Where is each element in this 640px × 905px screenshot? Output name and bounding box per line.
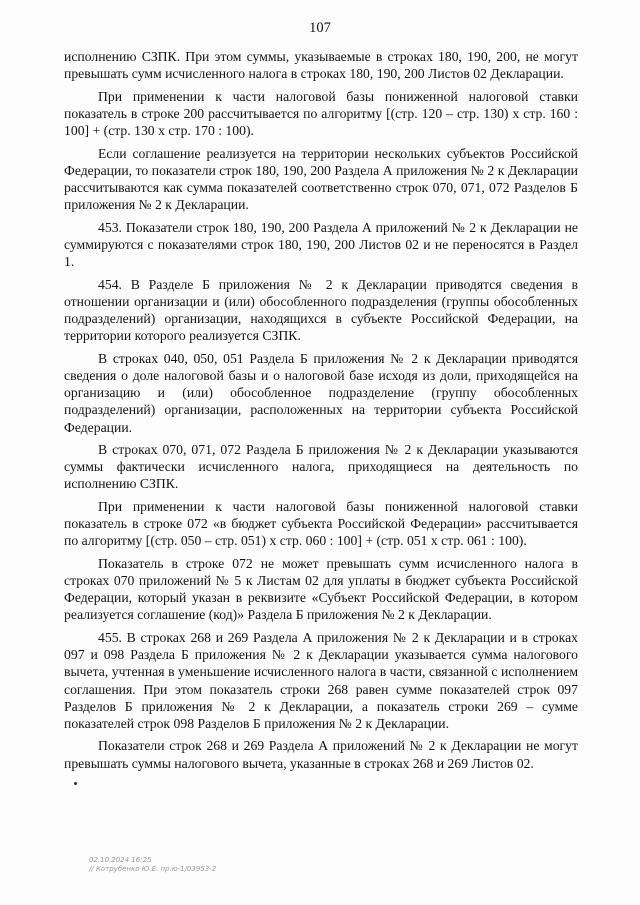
paragraph-455: 455. В строках 268 и 269 Раздела А приложения № 2 к Декларации и в строках 097 и 098 Раздела Б приложения № 2 к Декларации указывается сумма налогового вычета, учтенная в уменьшение исчисленного налога в части, связанной с исполнением соглашения. При этом показатель строки 268 равен сумме показателей строк 097 Разделов Б приложения № 2 к Декларации, а показатель строки 269 – сумме показателей строк 098 Разделов Б приложения № 2 к Декларации. xyxy=(64,629,578,731)
paragraph-continuation: исполнению СЗПК. При этом суммы, указываемые в строках 180, 190, 200, не могут превышать сумм исчисленного налога в строках 180, 190, 200 Листов 02 Декларации. xyxy=(64,49,578,82)
document-body xyxy=(64,48,578,777)
paragraph: При применении к части налоговой базы пониженной налоговой ставки показатель в строке 200 рассчитывается по алгоритму [(стр. 120 – стр. 130) х стр. 160 : 100] + (стр. 130 х стр. 170 : 100). xyxy=(64,88,578,139)
paragraph: Показатели строк 268 и 269 Раздела А приложений № 2 к Декларации не могут превышать суммы налогового вычета, указанные в строках 268 и 269 Листов 02. xyxy=(64,738,578,771)
stamp-signer: // Котрубенко Ю.Е. пр.ю-1/03953-2 xyxy=(89,865,217,873)
stamp-date: 02.10.2024 16:25 xyxy=(89,856,152,864)
page-number: 107 xyxy=(309,20,331,36)
paragraph: Если соглашение реализуется на территории нескольких субъектов Российской Федерации, то показатели строк 180, 190, 200 Раздела А приложения № 2 к Декларации рассчитываются как сумма показателей соответственно строк 070, 071, 072 Разделов Б приложения № 2 к Декларации. xyxy=(64,145,578,213)
scan-dot-mark xyxy=(74,782,77,785)
paragraph: В строках 040, 050, 051 Раздела Б приложения № 2 к Декларации приводятся сведения о доле налоговой базы и о налоговой базе исходя из доли, приходящейся на организацию и (или) обособленное подразделение (группу обособленных подразделений) организации, расположенных на территории субъекта Российской Федерации. xyxy=(64,350,578,435)
paragraph: При применении к части налоговой базы пониженной налоговой ставки показатель в строке 072 «в бюджет субъекта Российской Федерации» рассчитывается по алгоритму [(стр. 050 – стр. 051) х стр. 060 : 100] + (стр. 051 х стр. 061 : 100). xyxy=(64,498,578,549)
registration-stamp xyxy=(89,856,216,874)
paragraph-454: 454. В Разделе Б приложения № 2 к Декларации приводятся сведения в отношении организации и (или) обособленного подразделения (группы обособленных подразделений) организации, находящихся в субъекте Российской Федерации, на территории которого реализуется СЗПК. xyxy=(64,276,578,344)
paragraph: Показатель в строке 072 не может превышать сумм исчисленного налога в строках 070 приложений № 5 к Листам 02 для уплаты в бюджет субъекта Российской Федерации, который указан в реквизите «Субъект Российской Федерации, в котором реализуется соглашение (код)» Раздела Б приложения № 2 к Декларации. xyxy=(64,555,578,623)
paragraph: В строках 070, 071, 072 Раздела Б приложения № 2 к Декларации указываются суммы фактически исчисленного налога, приходящиеся на деятельность по исполнению СЗПК. xyxy=(64,442,578,492)
paragraph-453: 453. Показатели строк 180, 190, 200 Раздела А приложений № 2 к Декларации не суммируются с показателями строк 180, 190, 200 Листов 02 и не переносятся в Раздел 1. xyxy=(64,219,578,270)
